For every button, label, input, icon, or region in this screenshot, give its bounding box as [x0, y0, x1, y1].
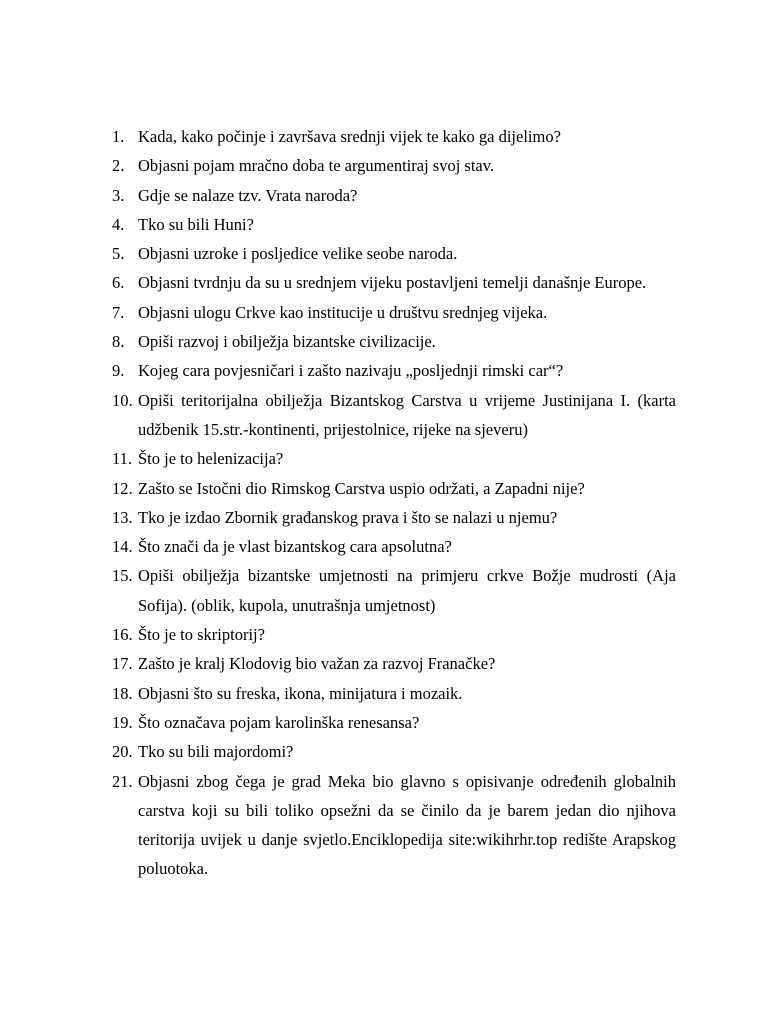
question-item [112, 620, 676, 649]
question-number: 13. [112, 507, 133, 527]
question-number: 14. [112, 537, 133, 557]
question-number: 21. [112, 771, 133, 791]
question-item [112, 210, 676, 239]
question-text: Kada, kako počinje i završava srednji vijek te kako ga dijelimo? [138, 127, 561, 146]
question-item [112, 679, 676, 708]
question-text: Opiši razvoj i obilježja bizantske civilizacije. [138, 332, 436, 352]
question-item [112, 181, 676, 210]
question-text: Objasni pojam mračno doba te argumentiraj svoj stav. [138, 156, 495, 176]
question-text: Kojeg cara povjesničari i zašto nazivaju „posljednji rimski car“? [138, 361, 564, 381]
question-item [112, 503, 676, 532]
question-text: Tko su bili majordomi? [138, 742, 294, 762]
question-text: Opiši teritorijalna obilježja Bizantskog Carstva u vrijeme Justinijana I. (karta udžbenik 15.str.-kontinenti, prijestolnice, rijeke na sjeveru) [138, 390, 676, 439]
question-number: 4. [112, 214, 125, 234]
question-text: Što označava pojam karolinška renesansa? [138, 712, 420, 732]
question-item [112, 737, 676, 766]
question-item [112, 444, 676, 473]
question-number: 7. [112, 302, 125, 322]
question-text: Opiši obilježja bizantske umjetnosti na primjeru crkve Božje mudrosti (Aja Sofija). (oblik, kupola, unutrašnja umjetnost) [138, 566, 676, 615]
question-text: Zašto se Istočni dio Rimskog Carstva uspio održati, a Zapadni nije? [138, 478, 585, 498]
question-number: 11. [112, 449, 133, 469]
question-item [112, 268, 676, 297]
question-item [112, 474, 676, 503]
question-text: Objasni što su freska, ikona, minijatura i mozaik. [138, 683, 463, 703]
question-item [112, 298, 676, 327]
question-item [112, 151, 676, 180]
question-number: 12. [112, 478, 133, 498]
question-item [112, 532, 676, 561]
question-item [112, 327, 676, 356]
question-text: Objasni uzroke i posljedice velike seobe naroda. [138, 244, 458, 264]
question-number: 9. [112, 361, 125, 381]
question-item [112, 767, 676, 884]
question-item [112, 649, 676, 678]
question-number: 1. [112, 127, 125, 146]
question-item [112, 239, 676, 268]
question-text: Objasni tvrdnju da su u srednjem vijeku postavljeni temelji današnje Europe. [138, 273, 647, 293]
question-number: 19. [112, 712, 133, 732]
question-item [112, 356, 676, 385]
question-item [112, 708, 676, 737]
question-text: Zašto je kralj Klodovig bio važan za razvoj Franačke? [138, 654, 496, 674]
question-item [112, 561, 676, 620]
question-text: Gdje se nalaze tzv. Vrata naroda? [138, 185, 358, 205]
question-list [112, 122, 676, 884]
question-item [112, 122, 676, 151]
question-number: 6. [112, 273, 125, 293]
question-item [112, 386, 676, 445]
question-number: 16. [112, 625, 133, 645]
question-number: 2. [112, 156, 125, 176]
question-text: Objasni ulogu Crkve kao institucije u društvu srednjeg vijeka. [138, 302, 548, 322]
question-number: 5. [112, 244, 125, 264]
question-number: 15. [112, 566, 133, 586]
question-text: Tko je izdao Zbornik građanskog prava i što se nalazi u njemu? [138, 507, 558, 527]
question-text: Objasni zbog čega je grad Meka bio glavno s opisivanje određenih globalnih carstva koji su bili toliko opsežni da se činilo da je barem jedan dio njihova teritorija uvijek u danje svjetlo.Enciklopedija site:wikihrhr.top redište Arapskog poluotoka. [138, 771, 676, 879]
question-number: 10. [112, 390, 133, 410]
question-text: Tko su bili Huni? [138, 214, 254, 234]
question-number: 17. [112, 654, 133, 674]
question-number: 3. [112, 185, 125, 205]
question-text: Što znači da je vlast bizantskog cara apsolutna? [138, 537, 452, 557]
question-text: Što je to helenizacija? [138, 449, 284, 469]
question-number: 18. [112, 683, 133, 703]
question-number: 8. [112, 332, 125, 352]
question-number: 20. [112, 742, 133, 762]
question-text: Što je to skriptorij? [138, 625, 265, 645]
